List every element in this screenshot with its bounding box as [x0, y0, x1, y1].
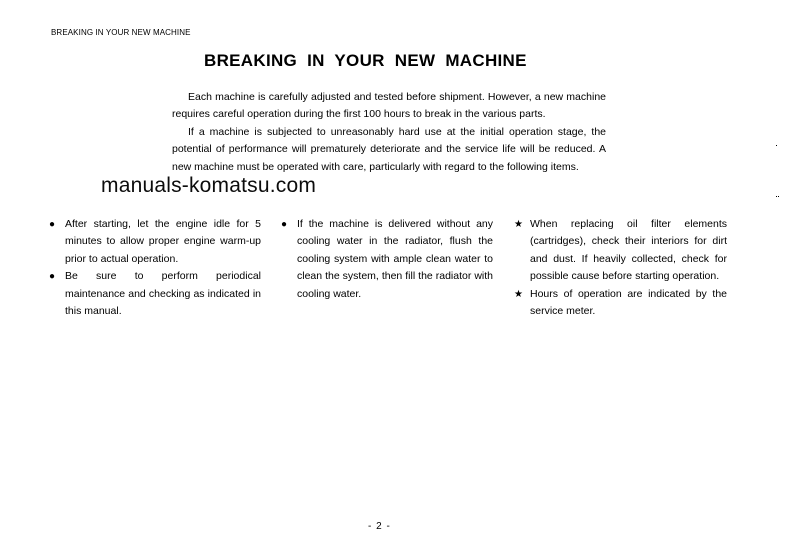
list-item-text: Be sure to perform periodical maintenance and checking as indicated in this manual.	[65, 270, 261, 318]
running-header: BREAKING IN YOUR NEW MACHINE	[51, 28, 191, 37]
column-right	[514, 216, 727, 320]
watermark: manuals-komatsu.com	[101, 174, 317, 197]
list-item	[514, 286, 727, 321]
column-middle	[281, 216, 493, 303]
star-icon: ★	[514, 219, 523, 230]
list-item-text: When replacing oil filter elements (cartridges), check their interiors for dirt and dust. If heavily collected, check for possible cause before starting operation.	[530, 218, 727, 283]
page-number: - 2 -	[368, 521, 391, 532]
list-item	[281, 216, 493, 303]
list-item-text: After starting, let the engine idle for 5 minutes to allow proper engine warm-up prior to actual operation.	[65, 218, 261, 265]
list-item	[514, 216, 727, 286]
intro-section	[172, 89, 606, 176]
bullet-dot-icon: ●	[49, 219, 56, 230]
intro-paragraph: If a machine is subjected to unreasonably hard use at the initial operation stage, the potential of performance will prematurely deteriorate and the service life will be reduced. A new machine must be operated with care, particularly with regard to the following items.	[172, 125, 606, 173]
list-item-text: Hours of operation are indicated by the service meter.	[530, 287, 727, 318]
intro-paragraph: Each machine is carefully adjusted and tested before shipment. However, a new machine requires careful operation during the first 100 hours to break in the various parts.	[172, 91, 606, 121]
scan-speck	[776, 196, 777, 197]
list-item	[49, 268, 261, 320]
bullet-dot-icon: ●	[281, 219, 288, 230]
scan-speck	[776, 145, 777, 146]
page-title: BREAKING IN YOUR NEW MACHINE	[204, 51, 527, 70]
list-item-text: If the machine is delivered without any cooling water in the radiator, flush the cooling system with ample clean water to clean the system, then fill the radiator with cooling water.	[297, 218, 493, 300]
column-left	[49, 216, 261, 320]
star-icon: ★	[514, 288, 523, 300]
list-item	[49, 216, 261, 268]
bullet-dot-icon: ●	[49, 271, 56, 283]
scan-speck	[778, 196, 779, 197]
